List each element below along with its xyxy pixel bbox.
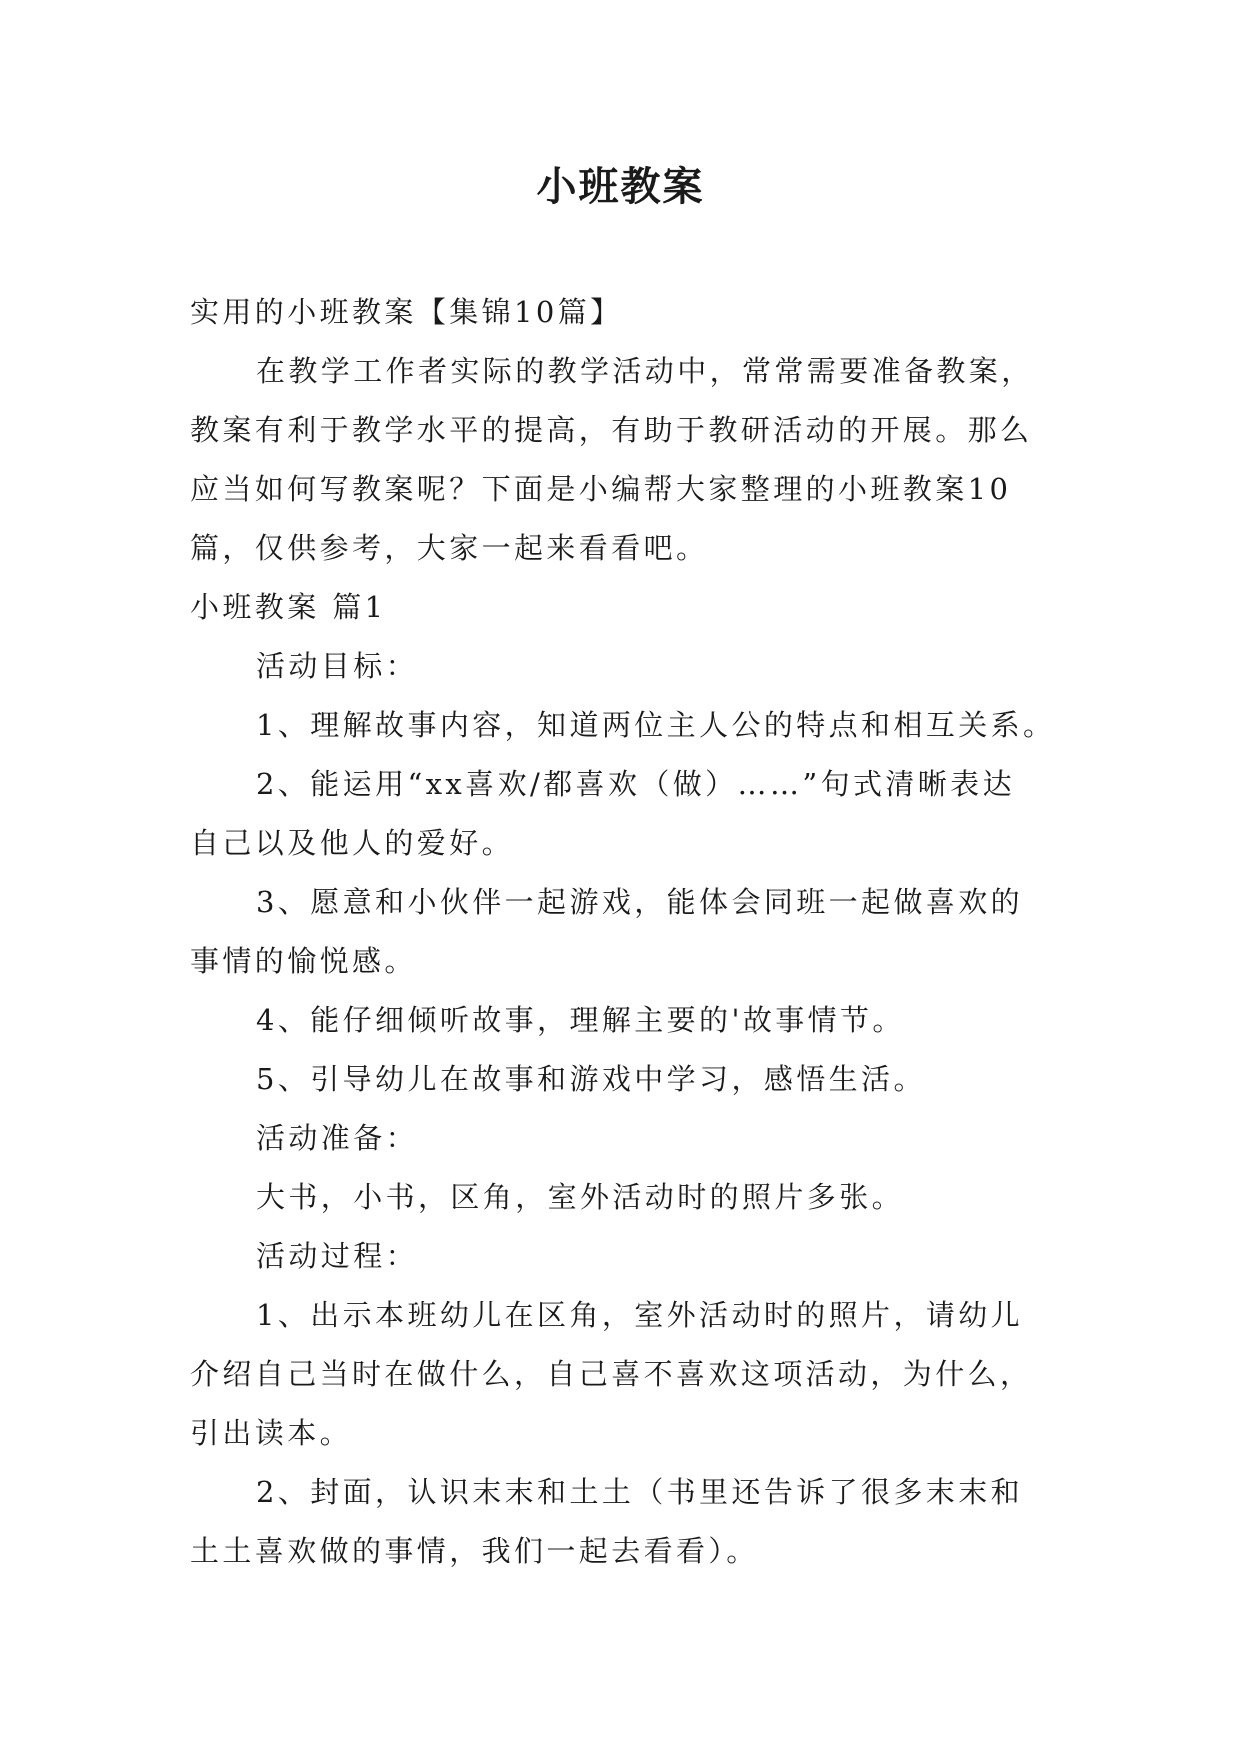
subheading-line: 活动过程：	[256, 1239, 419, 1273]
document-body	[190, 283, 1065, 1581]
list-item-continuation-line: 引出读本。	[190, 1416, 353, 1450]
list-item-continuation-line: 介绍自己当时在做什么，自己喜不喜欢这项活动，为什么，	[190, 1357, 1033, 1391]
list-item-line: 1、理解故事内容，知道两位主人公的特点和相互关系。	[256, 708, 1056, 742]
list-item-continuation-line: 事情的愉悦感。	[190, 944, 417, 978]
paragraph-line: 应当如何写教案呢？下面是小编帮大家整理的小班教案10	[190, 472, 1012, 506]
subheading-line: 活动准备：	[256, 1121, 419, 1155]
list-item-continuation-line: 土土喜欢做的事情，我们一起去看看）。	[190, 1534, 759, 1568]
paragraph-line: 篇，仅供参考，大家一起来看看吧。	[190, 531, 709, 565]
list-item-line: 3、愿意和小伙伴一起游戏，能体会同班一起做喜欢的	[256, 885, 1024, 919]
section-heading-line: 小班教案 篇1	[190, 590, 387, 624]
list-item-line: 4、能仔细倾听故事，理解主要的'故事情节。	[256, 1003, 905, 1037]
paragraph-line: 大书，小书，区角，室外活动时的照片多张。	[256, 1180, 905, 1214]
list-item-continuation-line: 自己以及他人的爱好。	[190, 826, 515, 860]
paragraph-line: 在教学工作者实际的教学活动中，常常需要准备教案，	[256, 354, 1034, 388]
list-item-line: 2、封面，认识末末和土土（书里还告诉了很多末末和	[256, 1475, 1024, 1509]
list-item-line: 2、能运用“xx喜欢/都喜欢（做）……”句式清晰表达	[256, 767, 1015, 801]
list-item-line: 5、引导幼儿在故事和游戏中学习，感悟生活。	[256, 1062, 926, 1096]
document-title: 小班教案	[536, 163, 705, 210]
paragraph-line: 教案有利于教学水平的提高，有助于教研活动的开展。那么	[190, 413, 1033, 447]
subheading-line: 活动目标：	[256, 649, 419, 683]
intro-heading-line: 实用的小班教案【集锦10篇】	[190, 295, 623, 329]
list-item-line: 1、出示本班幼儿在区角，室外活动时的照片，请幼儿	[256, 1298, 1024, 1332]
